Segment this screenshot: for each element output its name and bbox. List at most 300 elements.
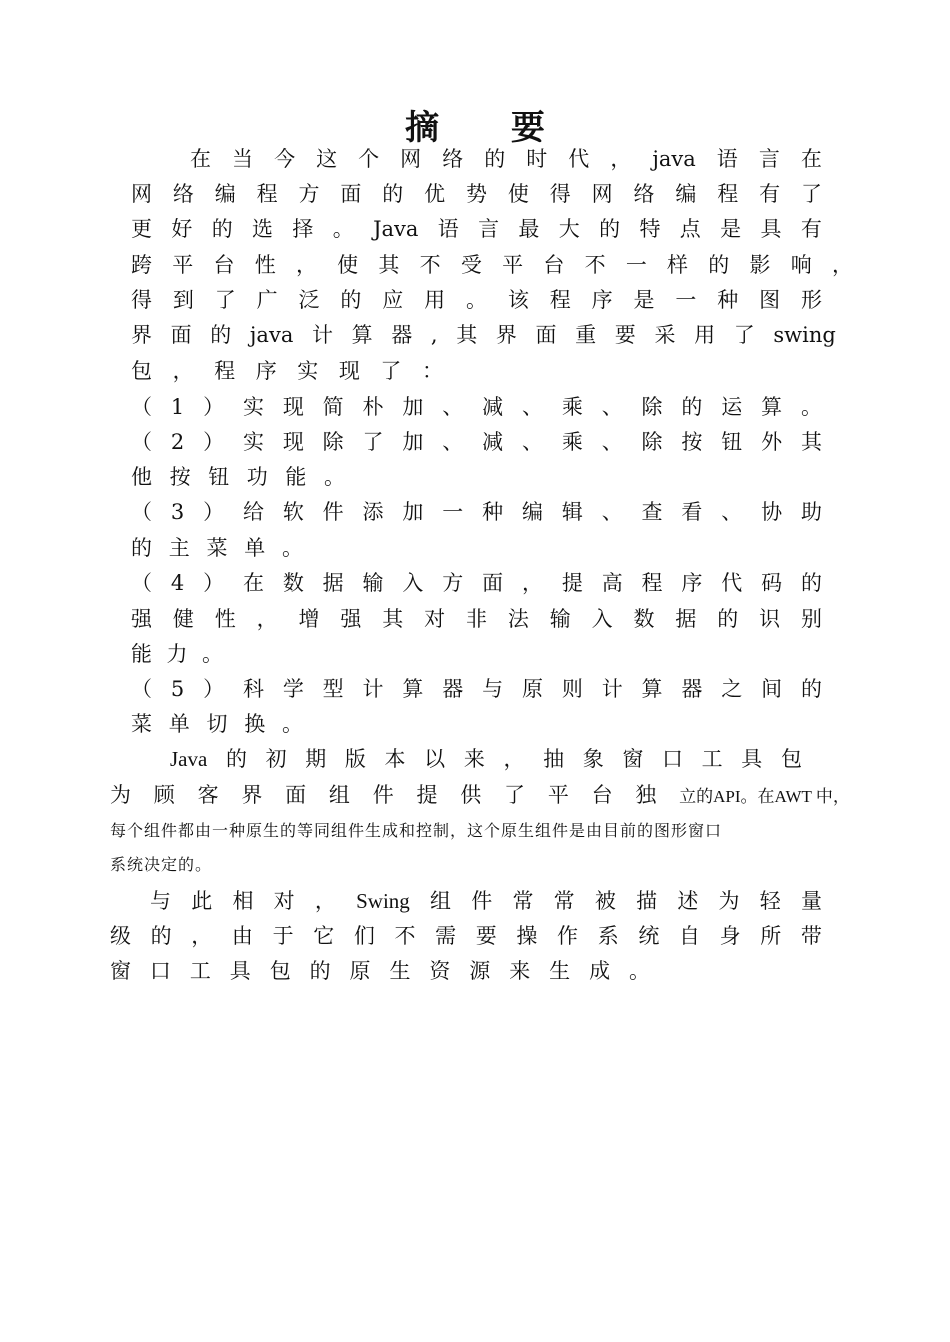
text-token: 强 xyxy=(131,607,152,631)
text-token: 泛 xyxy=(298,288,320,312)
text-token: 面 xyxy=(535,323,557,347)
text-token: 于 xyxy=(272,924,294,948)
text-token: 查 xyxy=(641,500,663,524)
text-token: 相 xyxy=(232,889,254,913)
text-token: 现 xyxy=(282,395,304,419)
text-token: 的 xyxy=(131,536,152,560)
text-token: 立的API。在AWT 中， xyxy=(679,787,850,806)
text-token: 数 xyxy=(282,571,304,595)
text-token: Swing xyxy=(356,889,410,913)
text-token: 来 xyxy=(509,959,531,983)
paragraph-line xyxy=(131,322,836,348)
text-token: 的 xyxy=(340,288,362,312)
text-token: 原 xyxy=(349,959,371,983)
text-token: 顾 xyxy=(153,783,175,807)
paragraph-line xyxy=(190,146,822,172)
text-token: 具 xyxy=(741,747,763,771)
text-token: 、 xyxy=(601,430,623,454)
text-token: 了 xyxy=(362,430,384,454)
text-token: 平 xyxy=(502,253,524,277)
text-token: ， xyxy=(610,147,632,171)
text-token: 为 xyxy=(110,783,131,807)
text-token: 输 xyxy=(362,571,384,595)
text-token: java xyxy=(249,323,294,347)
text-token: 面 xyxy=(170,323,192,347)
text-token: 菜 xyxy=(206,536,228,560)
text-token: 包 xyxy=(780,747,802,771)
text-token: 力 xyxy=(166,642,188,666)
text-token: 量 xyxy=(800,889,822,913)
text-token: 换 xyxy=(244,712,266,736)
text-token: 络 xyxy=(633,182,655,206)
text-token: 加 xyxy=(402,430,424,454)
text-token: 界 xyxy=(241,783,263,807)
text-token: 初 xyxy=(265,747,287,771)
text-token: 了 xyxy=(733,323,755,347)
text-token: 本 xyxy=(384,747,406,771)
text-token: 程 xyxy=(641,571,663,595)
text-token: 抽 xyxy=(543,747,565,771)
text-token: 加 xyxy=(402,500,424,524)
text-token: 入 xyxy=(591,607,613,631)
text-token: 络 xyxy=(172,182,194,206)
text-token: 应 xyxy=(382,288,404,312)
text-token: 常 xyxy=(553,889,575,913)
text-token: 的 xyxy=(382,182,404,206)
text-token: 供 xyxy=(460,783,482,807)
text-token: 作 xyxy=(557,924,579,948)
text-token: 实 xyxy=(297,359,319,383)
text-token: 面 xyxy=(285,783,307,807)
text-token: 的 xyxy=(309,959,331,983)
text-token: 们 xyxy=(353,924,375,948)
paragraph-line xyxy=(110,782,850,810)
text-token: swing xyxy=(773,323,836,347)
paragraph-line xyxy=(131,641,223,667)
text-token: 台 xyxy=(213,253,235,277)
text-token: Java xyxy=(373,217,419,241)
text-token: 言 xyxy=(758,147,780,171)
text-token: 能 xyxy=(131,642,152,666)
text-token: 程 xyxy=(549,288,571,312)
text-token: 语 xyxy=(437,217,459,241)
text-token: 一 xyxy=(625,253,647,277)
text-token: 器 xyxy=(442,677,464,701)
text-token: 带 xyxy=(800,924,822,948)
text-token: 据 xyxy=(675,607,697,631)
paragraph-line xyxy=(170,746,802,772)
text-token: 最 xyxy=(518,217,540,241)
text-token: 台 xyxy=(591,783,613,807)
text-token: 得 xyxy=(131,288,152,312)
paragraph-line xyxy=(131,606,822,632)
text-token: 语 xyxy=(716,147,738,171)
paragraph-line xyxy=(131,358,443,384)
text-token: 别 xyxy=(801,607,822,631)
text-token: （ xyxy=(131,430,152,454)
text-token: 强 xyxy=(340,607,362,631)
text-token: 法 xyxy=(507,607,529,631)
text-token: 钮 xyxy=(208,465,230,489)
text-token: 了 xyxy=(504,783,526,807)
text-token: 按 xyxy=(169,465,191,489)
text-token: 器 xyxy=(681,677,703,701)
text-token: 口 xyxy=(662,747,684,771)
text-token: 势 xyxy=(466,182,487,206)
text-token: 识 xyxy=(759,607,781,631)
text-token: 能 xyxy=(285,465,307,489)
text-token: 协 xyxy=(761,500,783,524)
text-token: 包 xyxy=(131,359,152,383)
text-token: 点 xyxy=(679,217,701,241)
text-token: 了 xyxy=(214,288,236,312)
text-token: 常 xyxy=(512,889,534,913)
text-token: 功 xyxy=(246,465,268,489)
text-token: 组 xyxy=(328,783,350,807)
text-token: 窗 xyxy=(622,747,644,771)
text-token: 具 xyxy=(760,217,782,241)
text-token: 跨 xyxy=(131,253,152,277)
text-token: 件 xyxy=(372,783,394,807)
text-token: 的 xyxy=(484,147,506,171)
text-token: 特 xyxy=(639,217,661,241)
text-token: 、 xyxy=(521,430,543,454)
text-token: 其 xyxy=(456,323,478,347)
text-token: 入 xyxy=(402,571,424,595)
text-token: 要 xyxy=(614,323,636,347)
text-token: 期 xyxy=(305,747,327,771)
text-token: 辑 xyxy=(561,500,583,524)
text-token: 器 xyxy=(391,323,413,347)
text-token: 它 xyxy=(313,924,335,948)
text-token: 高 xyxy=(601,571,623,595)
text-token: 口 xyxy=(149,959,171,983)
page-title: 摘 要 xyxy=(405,108,575,148)
text-token: ） xyxy=(203,395,225,419)
text-token: 面 xyxy=(482,571,504,595)
text-token: 看 xyxy=(681,500,703,524)
text-token: 计 xyxy=(311,323,333,347)
text-token: （ xyxy=(131,500,152,524)
paragraph-line xyxy=(131,181,822,207)
text-token: 生 xyxy=(389,959,411,983)
text-token: 个 xyxy=(358,147,380,171)
text-token: 描 xyxy=(636,889,658,913)
text-token: 界 xyxy=(495,323,517,347)
text-token: ， xyxy=(191,924,213,948)
paragraph-line xyxy=(131,535,303,561)
text-token: 的 xyxy=(800,571,822,595)
text-token: （ xyxy=(131,395,152,419)
text-token: 的 xyxy=(150,924,172,948)
text-token: 是 xyxy=(720,217,742,241)
text-token: 据 xyxy=(322,571,344,595)
paragraph-line xyxy=(131,394,822,420)
text-token: ， xyxy=(295,253,317,277)
text-token: 程 xyxy=(717,182,739,206)
text-token: 窗 xyxy=(110,959,131,983)
text-token: 由 xyxy=(231,924,253,948)
text-token: 系 xyxy=(597,924,619,948)
text-token: 有 xyxy=(800,217,822,241)
text-token: 选 xyxy=(252,217,274,241)
text-token: 减 xyxy=(482,395,504,419)
paragraph-line xyxy=(131,252,853,278)
text-token: 的 xyxy=(210,323,232,347)
text-token: 轻 xyxy=(759,889,781,913)
text-token: 面 xyxy=(340,182,362,206)
text-token: 非 xyxy=(466,607,487,631)
paragraph-line xyxy=(131,570,822,596)
text-token: 自 xyxy=(678,924,700,948)
text-token: 输 xyxy=(549,607,571,631)
text-token: 实 xyxy=(242,430,264,454)
text-token: Java xyxy=(170,747,208,771)
text-token: 助 xyxy=(800,500,822,524)
text-token: 一 xyxy=(442,500,464,524)
text-token: 5 xyxy=(170,677,185,701)
paragraph-line xyxy=(150,888,822,914)
text-token: ， xyxy=(521,571,543,595)
text-token: ， xyxy=(172,359,194,383)
text-token: 运 xyxy=(721,395,743,419)
text-token: 学 xyxy=(282,677,304,701)
text-token: 、 xyxy=(442,430,464,454)
text-token: 此 xyxy=(191,889,213,913)
paragraph-line xyxy=(110,923,822,949)
text-token: 性 xyxy=(214,607,236,631)
text-token: 乘 xyxy=(561,395,583,419)
text-token: 来 xyxy=(463,747,485,771)
text-token: 身 xyxy=(719,924,741,948)
text-token: 一 xyxy=(675,288,697,312)
text-token: 用 xyxy=(424,288,446,312)
text-token: 外 xyxy=(761,430,783,454)
text-token: 切 xyxy=(206,712,228,736)
text-token: 优 xyxy=(424,182,446,206)
text-token: 4 xyxy=(170,571,185,595)
text-token: ， xyxy=(831,253,853,277)
text-token: 、 xyxy=(601,395,623,419)
text-token: 提 xyxy=(416,783,438,807)
text-token: 。 xyxy=(282,712,303,736)
text-token: 工 xyxy=(701,747,723,771)
text-token: 平 xyxy=(172,253,194,277)
text-token: 其 xyxy=(382,607,404,631)
text-token: 计 xyxy=(601,677,623,701)
text-token: 计 xyxy=(362,677,384,701)
text-token: 级 xyxy=(110,924,131,948)
text-token: 3 xyxy=(170,500,185,524)
text-token: 序 xyxy=(255,359,277,383)
text-token: 需 xyxy=(435,924,457,948)
text-token: 菜 xyxy=(131,712,152,736)
text-token: 今 xyxy=(274,147,296,171)
text-token: 原 xyxy=(521,677,543,701)
text-token: 乘 xyxy=(561,430,583,454)
text-token: 、 xyxy=(442,395,464,419)
text-token: 健 xyxy=(172,607,194,631)
text-token: 生 xyxy=(549,959,571,983)
text-token: 组 xyxy=(430,889,451,913)
text-token: 择 xyxy=(292,217,314,241)
text-token: 的 xyxy=(800,677,822,701)
text-token: 述 xyxy=(677,889,699,913)
text-token: 在 xyxy=(190,147,211,171)
text-token: 的 xyxy=(681,395,703,419)
text-token: 方 xyxy=(298,182,320,206)
paragraph-line xyxy=(131,216,822,242)
text-token: 客 xyxy=(197,783,219,807)
text-token: 使 xyxy=(507,182,529,206)
text-token: 源 xyxy=(469,959,491,983)
text-token: 他 xyxy=(131,465,152,489)
text-token: 界 xyxy=(131,323,152,347)
text-token: 工 xyxy=(189,959,211,983)
paragraph-line xyxy=(131,464,345,490)
text-token: 间 xyxy=(761,677,783,701)
paragraph-line xyxy=(131,287,822,313)
text-token: 对 xyxy=(273,889,295,913)
text-token: , xyxy=(430,323,438,347)
text-token: 操 xyxy=(516,924,538,948)
text-token: 种 xyxy=(717,288,739,312)
text-token: 与 xyxy=(150,889,171,913)
text-token: 以 xyxy=(424,747,446,771)
text-token: 按 xyxy=(681,430,703,454)
text-token: 、 xyxy=(601,500,623,524)
text-token: 实 xyxy=(242,395,264,419)
paragraph-line: 每个组件都由一种原生的等同组件生成和控制，这个原生组件是由目前的图形窗口 xyxy=(110,821,723,840)
text-token: 用 xyxy=(694,323,716,347)
text-token: 其 xyxy=(378,253,400,277)
text-token: 则 xyxy=(561,677,583,701)
text-token: 得 xyxy=(549,182,571,206)
text-token: 为 xyxy=(718,889,740,913)
text-token: 软 xyxy=(282,500,304,524)
text-token: 被 xyxy=(594,889,616,913)
text-token: 不 xyxy=(394,924,416,948)
text-token: 络 xyxy=(442,147,464,171)
text-token: ， xyxy=(314,889,336,913)
text-token: 统 xyxy=(638,924,660,948)
text-token: 了 xyxy=(380,359,402,383)
text-token: 版 xyxy=(344,747,366,771)
text-token: 加 xyxy=(402,395,424,419)
text-token: 采 xyxy=(654,323,676,347)
text-token: 使 xyxy=(337,253,359,277)
text-token: 独 xyxy=(635,783,657,807)
text-token: 形 xyxy=(801,288,822,312)
text-token: 提 xyxy=(561,571,583,595)
paragraph-line xyxy=(131,429,822,455)
text-token: ） xyxy=(203,677,225,701)
text-token: 。 xyxy=(466,288,487,312)
text-token: 算 xyxy=(351,323,373,347)
text-token: 添 xyxy=(362,500,384,524)
text-token: 不 xyxy=(584,253,606,277)
text-token: 2 xyxy=(170,430,185,454)
text-token: 、 xyxy=(521,395,543,419)
text-token: 到 xyxy=(172,288,194,312)
text-token: 广 xyxy=(256,288,278,312)
text-token: 件 xyxy=(471,889,493,913)
text-token: 网 xyxy=(591,182,613,206)
text-token: ） xyxy=(203,500,225,524)
text-token: 程 xyxy=(256,182,278,206)
text-token: 的 xyxy=(708,253,730,277)
text-token: 这 xyxy=(316,147,338,171)
text-token: 台 xyxy=(543,253,565,277)
text-token: 算 xyxy=(641,677,663,701)
text-token: 编 xyxy=(214,182,236,206)
paragraph-line: 系统决定的。 xyxy=(110,855,213,874)
text-token: 受 xyxy=(460,253,482,277)
text-token: 性 xyxy=(254,253,276,277)
text-token: ： xyxy=(421,359,443,383)
paragraph-line xyxy=(131,499,822,525)
text-token: 象 xyxy=(582,747,604,771)
text-token: 当 xyxy=(232,147,254,171)
text-token: 的 xyxy=(717,607,739,631)
text-token: 具 xyxy=(229,959,251,983)
text-token: 。 xyxy=(332,217,354,241)
text-token: 其 xyxy=(800,430,822,454)
text-token: 言 xyxy=(478,217,500,241)
text-token: 除 xyxy=(641,430,663,454)
text-token: 的 xyxy=(599,217,621,241)
text-token: 单 xyxy=(168,712,190,736)
text-token: 要 xyxy=(475,924,497,948)
text-token: 除 xyxy=(322,430,344,454)
text-token: 所 xyxy=(760,924,782,948)
text-token: 给 xyxy=(242,500,264,524)
text-token: 现 xyxy=(338,359,360,383)
text-token: 程 xyxy=(214,359,236,383)
text-token: 除 xyxy=(641,395,663,419)
text-token: 代 xyxy=(568,147,590,171)
text-token: 科 xyxy=(242,677,264,701)
text-token: 的 xyxy=(211,217,233,241)
text-token: 。 xyxy=(202,642,223,666)
text-token: 。 xyxy=(628,959,650,983)
text-token: 好 xyxy=(171,217,193,241)
text-token: 代 xyxy=(721,571,743,595)
text-token: 该 xyxy=(507,288,529,312)
text-token: 的 xyxy=(225,747,247,771)
text-token: ， xyxy=(256,607,278,631)
text-token: 。 xyxy=(282,536,303,560)
text-token: 网 xyxy=(131,182,152,206)
text-token: 时 xyxy=(526,147,548,171)
text-token: ） xyxy=(203,430,225,454)
text-token: 。 xyxy=(323,465,345,489)
text-token: 了 xyxy=(801,182,822,206)
text-token: 钮 xyxy=(721,430,743,454)
text-token: 更 xyxy=(131,217,152,241)
text-token: 在 xyxy=(242,571,264,595)
text-token: 图 xyxy=(759,288,781,312)
text-token: 之 xyxy=(721,677,743,701)
text-token: 编 xyxy=(675,182,697,206)
text-token: 有 xyxy=(759,182,781,206)
text-token: （ xyxy=(131,571,152,595)
text-token: 响 xyxy=(790,253,812,277)
text-token: 码 xyxy=(761,571,783,595)
text-token: 数 xyxy=(633,607,655,631)
text-token: 序 xyxy=(681,571,703,595)
text-token: 型 xyxy=(322,677,344,701)
